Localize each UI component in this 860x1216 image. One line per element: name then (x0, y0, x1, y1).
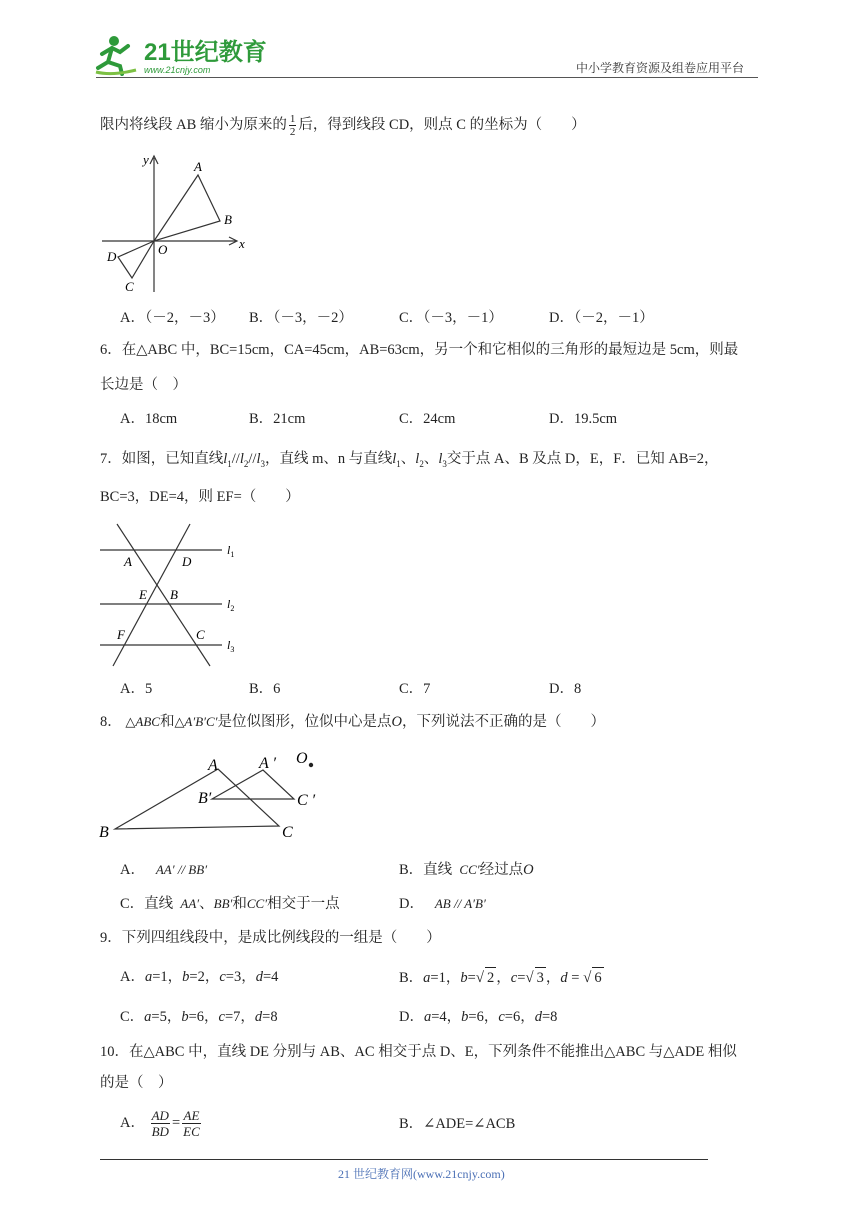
q7-l1-sub: 1 (227, 458, 232, 469)
q9-optd-d: d (534, 1009, 542, 1025)
q5-figure (100, 150, 250, 296)
q9-optd-label: D． (399, 1009, 424, 1025)
q8-opta-label: A． (120, 862, 145, 878)
q7-sep1: 、 (400, 451, 416, 467)
q9-optb-label: B． (399, 970, 424, 986)
q8-optc-and: 和 (232, 896, 247, 912)
q8-optc-sep: 、 (199, 896, 214, 912)
q5-fig-C: C (125, 279, 134, 294)
q9-stem: 9．下列四组线段中，是成比例线段的一组是（ ） (100, 930, 441, 946)
q8-option-b[interactable] (399, 860, 534, 880)
q7-fig-l2-sub: 2 (230, 604, 235, 613)
q8-num: 8． (100, 714, 122, 730)
header-divider (96, 77, 758, 78)
q9-optb-sep2: ， (545, 970, 561, 986)
q7-fig-l3 (227, 638, 234, 654)
q7-l3-sub: 3 (260, 458, 265, 469)
q7-l3b: l (438, 451, 443, 467)
q9-optb-deq: = (567, 970, 584, 986)
q9-optc-d: d (254, 1009, 263, 1025)
q7-option-a[interactable]: A．5 (120, 681, 153, 697)
q5-option-b[interactable]: B．（－3，－2） (249, 310, 353, 326)
q8-optb-pt: O (523, 862, 534, 878)
q9-opta-cv: =3， (225, 969, 256, 985)
q8-rest-b: ，下列说法不正确的是（ ） (402, 714, 606, 730)
q8-fig-C: C (282, 824, 293, 841)
q6-option-a[interactable]: A．18cm (120, 411, 178, 427)
q9-optc-c: c (218, 1009, 225, 1025)
q7-figure (100, 518, 250, 670)
q7-option-d[interactable]: D．8 (549, 681, 582, 697)
runner-icon (96, 36, 136, 74)
q8-optb-rest: 经过点 (479, 862, 524, 878)
q8-fig-B: B (99, 824, 109, 841)
q8-option-d[interactable] (399, 894, 486, 914)
q5-fig-B: B (224, 212, 232, 227)
q9-optb-sep1: ， (496, 970, 511, 986)
q9-optb-c: c (510, 970, 518, 986)
q7-fig-D: D (182, 554, 192, 569)
q9-opta-b: b (182, 969, 190, 985)
q8-opta-math: AA′ // BB′ (155, 862, 208, 877)
q10-line2: 的是（ ） (100, 1075, 173, 1091)
q10-line1: 10．在△ABC 中，直线 DE 分别与 AB、AC 相交于点 D、E，下列条件不能推出△ABC 与△ADE 相似 (100, 1044, 737, 1060)
q10-frac-2 (182, 1108, 201, 1139)
q9-option-b[interactable]: B．a=1，b=√ 2 ，c=√ 3 ，d = √ 6 (399, 967, 604, 988)
q5-fig-A: A (194, 159, 202, 174)
q7-option-b[interactable]: B．6 (249, 681, 281, 697)
logo (92, 32, 267, 78)
q10-f1n: AD (151, 1108, 169, 1124)
q8-center: O (391, 714, 403, 730)
q9-optd-c: c (498, 1009, 505, 1025)
q5-option-d[interactable]: D．（－2，－1） (549, 310, 654, 326)
q8-option-c[interactable] (120, 894, 340, 914)
q9-optc-cv: =7， (224, 1009, 255, 1025)
q9-optc-dv: =8 (262, 1009, 278, 1025)
q8-optc-rest: 相交于一点 (267, 896, 340, 912)
q8-option-a[interactable] (120, 860, 207, 880)
q7-l2b-sub: 2 (419, 458, 424, 469)
q9-opta-d: d (255, 969, 263, 985)
q10-f2n: AE (183, 1108, 200, 1124)
q9-optb-b: b (460, 970, 468, 986)
q7-fig-l2-letter: l (227, 597, 231, 611)
q7-l3: l (256, 451, 261, 467)
q8-optc-m2: BB′ (213, 896, 233, 911)
q7-fig-l3-sub: 3 (230, 645, 235, 654)
q8-fig-C-prime: C ′ (297, 792, 316, 809)
q7-fig-l1-sub: 1 (230, 550, 235, 559)
q9-option-d[interactable] (399, 1007, 557, 1027)
q9-optb-cs: 3 (535, 967, 546, 988)
q7-fig-l1-letter: l (227, 543, 231, 557)
q8-tri2: △A′B′C′ (174, 714, 218, 729)
q8-fig-A-prime: A ′ (259, 755, 276, 772)
q5-fig-x: x (239, 236, 245, 251)
q9-optd-bv: =6， (468, 1009, 499, 1025)
q8-optd-math: AB // A′B′ (434, 896, 486, 911)
q8-fig-O: O (296, 750, 308, 767)
q9-opta-av: =1， (152, 969, 183, 985)
q5-option-a[interactable]: A．（－2，－3） (120, 310, 225, 326)
q8-optd-label: D． (399, 896, 424, 912)
q7-text-3: 交于点 A、B 及点 D，E，F．已知 AB=2， (446, 451, 719, 467)
q7-fig-l2 (227, 597, 234, 613)
q6-option-d[interactable]: D．19.5cm (549, 411, 618, 427)
q8-and: 和 (159, 714, 175, 730)
q9-optd-av: =4， (431, 1009, 462, 1025)
q9-opta-c: c (219, 969, 226, 985)
q6-line2: 长边是（ ） (100, 377, 187, 393)
q7-l1b: l (392, 451, 397, 467)
q7-line2: BC=3，DE=4，则 EF=（ ） (100, 489, 300, 505)
q8-tri1: △ABC (125, 714, 160, 729)
q9-option-c[interactable] (120, 1007, 278, 1027)
q10-option-a[interactable] (120, 1104, 203, 1142)
q7-fig-l3-letter: l (227, 638, 231, 652)
q5-fraction (289, 113, 297, 138)
q7-sep2: 、 (423, 451, 439, 467)
header-right-text: 中小学教育资源及组卷应用平台 (576, 61, 745, 75)
q9-optb-ceq: = (517, 970, 526, 986)
q9-optc-label: C． (120, 1009, 145, 1025)
q9-optd-dv: =8 (541, 1009, 558, 1025)
q9-optc-a: a (144, 1009, 152, 1025)
q9-optc-b: b (181, 1009, 189, 1025)
q9-optb-a: a (423, 970, 431, 986)
q5-frac-num: 1 (289, 113, 296, 125)
q9-optb-bs: 2 (485, 967, 496, 988)
q5-fig-D: D (107, 249, 117, 264)
q5-frac-den: 2 (289, 126, 296, 138)
q7-fig-A: A (124, 554, 132, 569)
footer-text: 21 世纪教育网(www.21cnjy.com) (338, 1167, 505, 1181)
q10-f2d: EC (183, 1124, 200, 1140)
q9-optd-cv: =6， (504, 1009, 535, 1025)
q7-fig-E: E (139, 587, 147, 602)
q7-text-2: ，直线 m、n 与直线 (264, 451, 393, 467)
q5-fig-O: O (158, 242, 168, 257)
q8-stem (100, 712, 605, 732)
q8-optc-label: C．直线 (120, 896, 174, 912)
q7-l2b: l (415, 451, 420, 467)
q9-optb-av: =1， (430, 970, 461, 986)
q9-optb-ds: 6 (592, 967, 603, 988)
q9-optd-b: b (461, 1009, 469, 1025)
q10-option-b[interactable]: B．∠ADE=∠ACB (399, 1116, 516, 1132)
q7-fig-F: F (117, 627, 125, 642)
q10-f1d: BD (151, 1124, 169, 1140)
q10-opta-label: A． (120, 1115, 145, 1131)
q10-frac-1 (151, 1108, 170, 1139)
q9-optc-bv: =6， (188, 1009, 219, 1025)
q9-optb-d: d (560, 970, 568, 986)
q8-optc-m1: AA′ (180, 896, 200, 911)
logo-text: 21世纪教育 (144, 39, 267, 66)
q7-l3b-sub: 3 (442, 458, 447, 469)
q6-option-b[interactable]: B．21cm (249, 411, 306, 427)
q7-line1 (100, 449, 718, 474)
q7-fig-l1 (227, 543, 234, 559)
q7-fig-B: B (170, 587, 178, 602)
q7-l1: l (223, 451, 228, 467)
q9-opta-a: a (144, 969, 153, 985)
q7-option-c[interactable]: C．7 (399, 681, 431, 697)
q5-stem-b: 后，得到线段 CD，则点 C 的坐标为（ ） (298, 116, 586, 133)
q5-stem-a: 限内将线段 AB 缩小为原来的 (100, 116, 287, 133)
q8-fig-A: A (208, 757, 218, 774)
q8-figure (95, 746, 335, 846)
footer-divider (100, 1159, 708, 1160)
q9-opta-label: A． (120, 969, 145, 985)
logo-url: www.21cnjy.com (144, 65, 211, 75)
q9-opta-dv: =4 (262, 969, 279, 985)
q8-fig-B-prime: B′ (198, 790, 212, 807)
q7-l2: l (239, 451, 244, 467)
q6-line1: 6．在△ABC 中，BC=15cm，CA=45cm，AB=63cm，另一个和它相似的三角形的最短边是 5cm，则最 (100, 342, 739, 358)
q7-par2: // (248, 451, 257, 467)
q7-par1: // (231, 451, 240, 467)
q6-option-c[interactable]: C．24cm (399, 411, 456, 427)
q8-optb-label: B．直线 (399, 862, 453, 878)
q9-optc-av: =5， (151, 1009, 182, 1025)
q8-optc-m3: CC′ (246, 896, 268, 911)
q7-fig-C: C (196, 627, 205, 642)
q9-option-a[interactable] (120, 967, 278, 987)
q9-opta-bv: =2， (189, 969, 220, 985)
q7-l2-sub: 2 (243, 458, 249, 469)
q7-text-1: 7．如图，已知直线 (100, 451, 224, 467)
q9-optd-a: a (423, 1009, 432, 1025)
q5-fig-y: y (143, 152, 149, 167)
q5-option-c[interactable]: C．（－3，－1） (399, 310, 503, 326)
q5-stem (100, 113, 586, 138)
q9-optb-beq: = (467, 970, 476, 986)
q7-l1b-sub: 1 (396, 458, 401, 469)
q8-optb-math: CC′ (459, 862, 480, 877)
q10-eq: = (171, 1115, 181, 1131)
q8-rest-a: 是位似图形，位似中心是点 (217, 714, 392, 730)
